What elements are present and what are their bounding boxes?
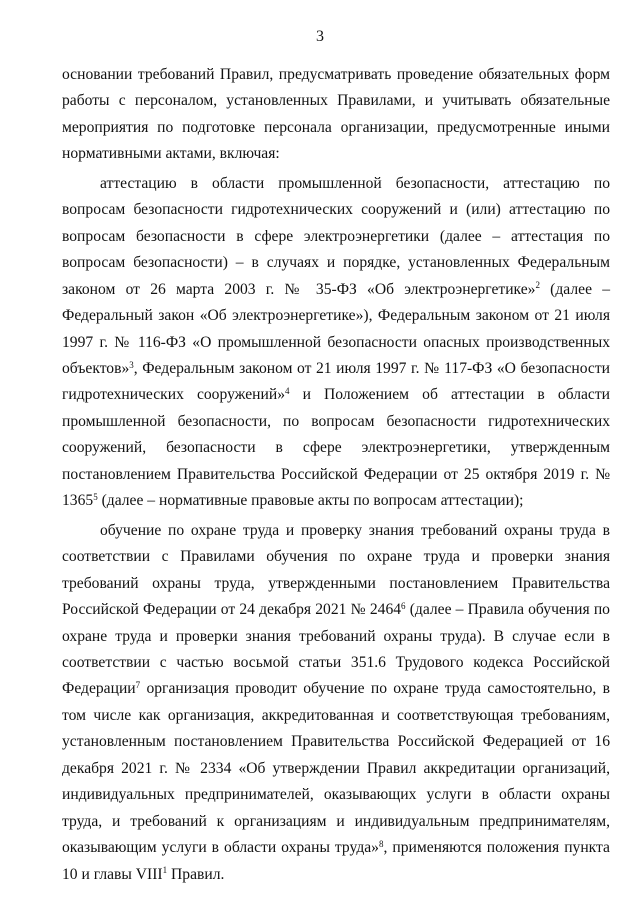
footnote-ref: 7	[135, 680, 141, 691]
paragraph-text: (далее – Правила обучения по охране труда и проверки знания требований охраны труда). В случае если в соответствии с частью восьмой статьи 351.6 Трудового кодекса Российской Федерации	[62, 601, 610, 698]
footnote-ref: 8	[378, 838, 384, 849]
paragraph-text: , применяются положения пункта 10 и главы VIII	[62, 839, 610, 883]
paragraph-text: , Федеральным законом от 21 июля 1997 г. № 117-ФЗ «О безопасности гидротехнических сооружений»	[62, 359, 610, 404]
paragraph-text: (далее – Федеральный закон «Об электроэнергетике»), Федеральным законом от 21 июля 1997 г. № 116-ФЗ «О промышленной безопасности опасных производственных объектов»	[62, 280, 610, 377]
footnote-ref: 2	[535, 280, 540, 291]
paragraph-text: аттестацию в области промышленной безопасности, аттестацию по вопросам безопасности гидротехнических сооружений и (или) аттестацию по вопросам безопасности в сфере электроэнергетики (далее – аттестация по вопросам безопасности) – в случаях и порядке, установленных Федеральным законом от 26 марта 2003 г. № 35-ФЗ «Об электроэнергетике»	[62, 174, 610, 298]
paragraph-text: основании требований Правил, предусматривать проведение обязательных форм работы с персоналом, установленных Правилами, и учитывать обязательные мероприятия по подготовке персонала организации, предусмотренные иными нормативными актами, включая:	[62, 66, 610, 163]
page-number: 3	[316, 28, 324, 45]
paragraph-text: организация проводит обучение по охране труда самостоятельно, в том числе как организация, аккредитованная и соответствующая требованиям, установленным постановлением Правительства Российской Федерацией от 16 декабря 2021 г. № 2334 «Об утверждении Правил аккредитации организаций, индивидуальных предпринимателей, оказывающих услуги в области охраны труда, и требований к организациям и индивидуальным предпринимателям, оказывающим услуги в области охраны труда»	[62, 680, 610, 857]
footnote-ref: 4	[285, 386, 290, 397]
paragraph-text: обучение по охране труда и проверку знания требований охраны труда в соответствии с Правилами обучения по охране труда и проверки знания требований охраны труда, утвержденными постановлением Правительства Российской Федерации от 24 декабря 2021 № 2464	[62, 521, 610, 619]
paragraph	[62, 171, 610, 515]
paragraph-text: и Положением об аттестации в области промышленной безопасности, по вопросам безопасности гидротехнических сооружений, безопасности в сфере электроэнергетики, утвержденным постановлением Правительства Российской Федерации от 25 октября 2019 г. № 1365	[62, 386, 610, 510]
footnote-ref: 6	[401, 600, 406, 611]
paragraph	[62, 518, 610, 888]
footnote-ref: 5	[93, 492, 98, 503]
paragraph-text: (далее – нормативные правовые акты по вопросам аттестации);	[97, 492, 524, 510]
footnote-ref: 3	[129, 359, 134, 370]
footnote-ref: 1	[162, 865, 168, 876]
paragraph-text: Правил.	[167, 865, 225, 883]
document-body	[62, 62, 610, 888]
paragraph	[62, 62, 610, 168]
